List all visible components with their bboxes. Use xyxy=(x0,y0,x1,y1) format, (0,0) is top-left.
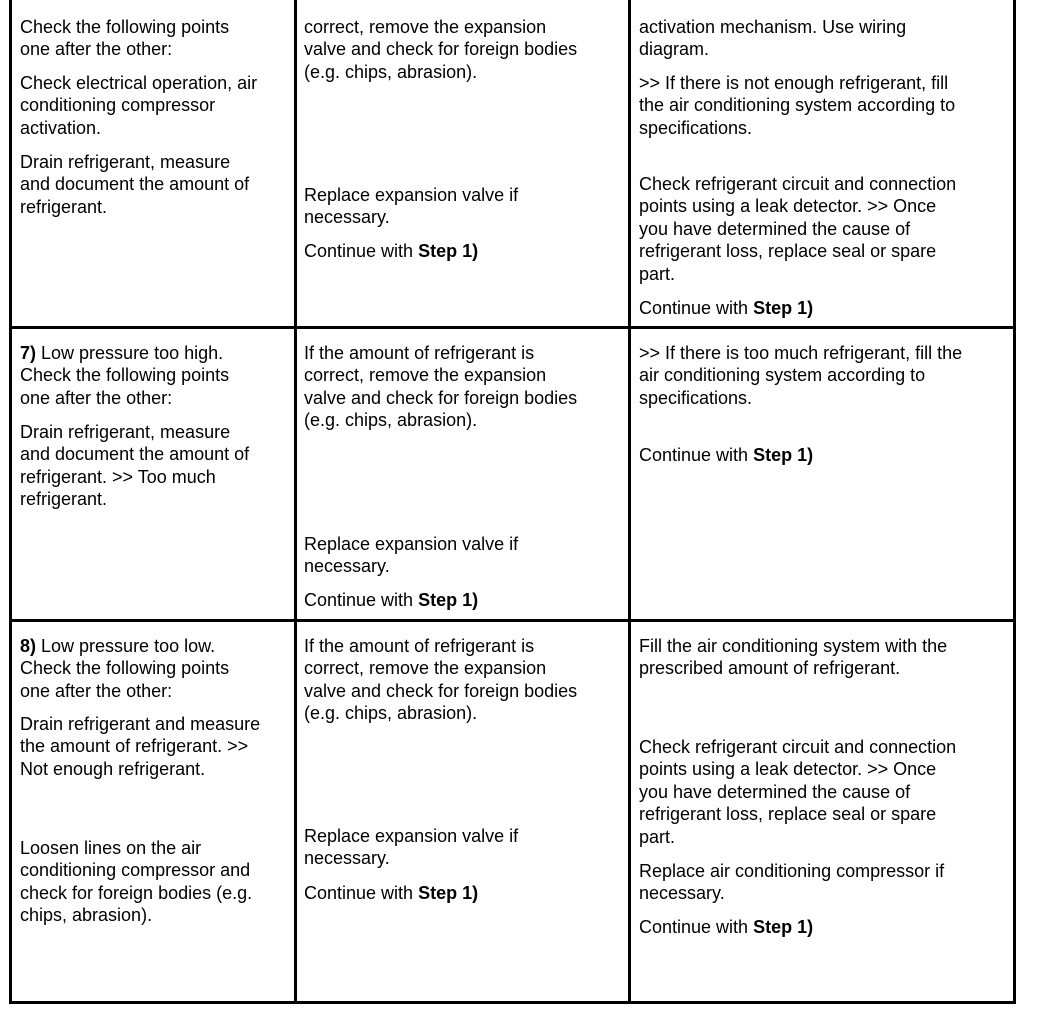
paragraph: Replace expansion valve if necessary. xyxy=(304,534,519,577)
paragraph: Check refrigerant circuit and connection points using a leak detector. >> Once you have determined the cause of refrigerant loss, replace seal or spare part. xyxy=(639,174,957,284)
continue-step-text: Continue with Step 1) xyxy=(639,298,814,318)
paragraph: Check the following points one after the other: xyxy=(20,17,230,60)
continue-step-text: Continue with Step 1) xyxy=(304,883,479,903)
continue-step-text: Continue with Step 1) xyxy=(639,445,814,465)
table-border-bottom xyxy=(10,1001,1016,1004)
row-divider-2 xyxy=(10,619,1016,622)
step-reference: Step 1) xyxy=(418,590,479,610)
continue-step-text: Continue with Step 1) xyxy=(304,241,479,261)
continue-step-text: Continue with Step 1) xyxy=(304,590,479,610)
paragraph: Drain refrigerant and measure the amount of refrigerant. >> Not enough refrigerant. xyxy=(20,714,261,779)
step-reference: Step 1) xyxy=(418,241,479,261)
paragraph: Replace expansion valve if necessary. xyxy=(304,185,519,228)
paragraph: activation mechanism. Use wiring diagram. xyxy=(639,17,907,60)
paragraph: Check refrigerant circuit and connection points using a leak detector. >> Once you have determined the cause of refrigerant loss, replace seal or spare part. xyxy=(639,737,957,847)
paragraph: >> If there is too much refrigerant, fill the air conditioning system according to specifications. xyxy=(639,343,963,408)
paragraph: Loosen lines on the air conditioning compressor and check for foreign bodies (e.g. chips, abrasion). xyxy=(20,838,253,926)
paragraph: Drain refrigerant, measure and document the amount of refrigerant. >> Too much refrigerant. xyxy=(20,422,250,510)
paragraph: 8) Low pressure too low. Check the following points one after the other: xyxy=(20,636,230,701)
step-reference: Step 1) xyxy=(753,445,814,465)
column-divider-2 xyxy=(628,0,631,1004)
paragraph: Fill the air conditioning system with the prescribed amount of refrigerant. xyxy=(639,636,948,679)
step-number: 8) xyxy=(20,636,37,656)
paragraph: If the amount of refrigerant is correct, remove the expansion valve and check for foreign bodies (e.g. chips, abrasion). xyxy=(304,636,578,724)
table-border-left xyxy=(9,0,12,1004)
step-reference: Step 1) xyxy=(753,298,814,318)
continue-step-text: Continue with Step 1) xyxy=(639,917,814,937)
paragraph: Replace air conditioning compressor if necessary. xyxy=(639,861,945,904)
step-number: 7) xyxy=(20,343,37,363)
paragraph: correct, remove the expansion valve and check for foreign bodies (e.g. chips, abrasion). xyxy=(304,17,578,82)
row-divider-1 xyxy=(10,326,1016,329)
paragraph: Drain refrigerant, measure and document the amount of refrigerant. xyxy=(20,152,250,217)
paragraph: >> If there is not enough refrigerant, fill the air conditioning system according to specifications. xyxy=(639,73,956,138)
paragraph: If the amount of refrigerant is correct, remove the expansion valve and check for foreign bodies (e.g. chips, abrasion). xyxy=(304,343,578,431)
step-reference: Step 1) xyxy=(753,917,814,937)
paragraph: Check electrical operation, air conditioning compressor activation. xyxy=(20,73,258,138)
paragraph: 7) Low pressure too high. Check the following points one after the other: xyxy=(20,343,230,408)
paragraph: Replace expansion valve if necessary. xyxy=(304,826,519,869)
step-reference: Step 1) xyxy=(418,883,479,903)
column-divider-1 xyxy=(294,0,297,1004)
table-border-right xyxy=(1013,0,1016,1004)
